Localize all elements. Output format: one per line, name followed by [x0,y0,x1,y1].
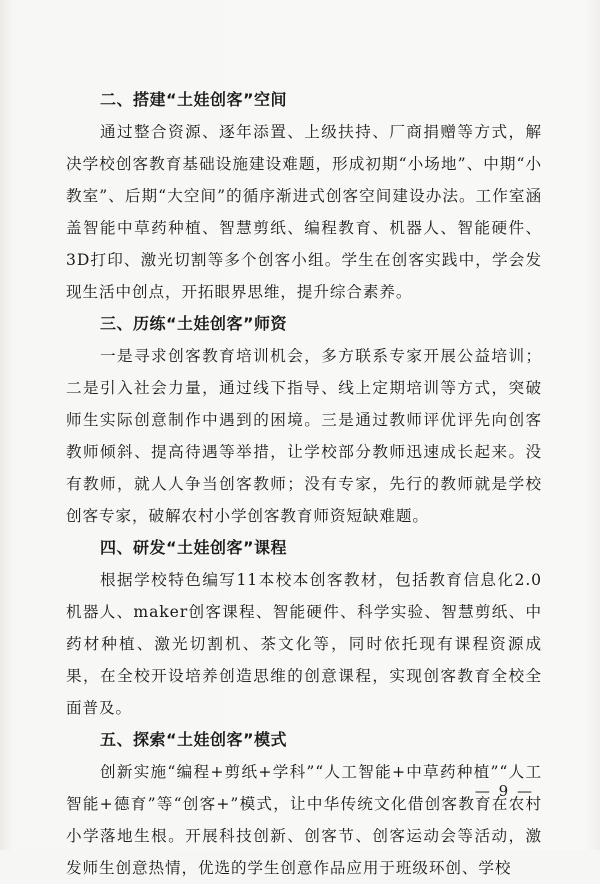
section-heading-2: 二、搭建“土娃创客”空间 [100,90,288,109]
page-number: — 9 — [474,782,534,800]
section-paragraph-2: 通过整合资源、逐年添置、上级扶持、厂商捐赠等方式，解决学校创客教育基础设施建设难题，形成初期“小场地”、中期“小教室”、后期“大空间”的循序渐进式创客空间建设办法。工作室涵盖智能中草药种植、智慧剪纸、编程教育、机器人、智能硬件、3D打印、激光切割等多个创客小组。学生在创客实践中，学会发现生活中创点，开拓眼界思维，提升综合素养。 [66,123,542,301]
section-heading-5: 五、探索“土娃创客”模式 [100,730,288,749]
document-body [66,84,542,884]
section-paragraph-4: 根据学校特色编写11本校本创客教材，包括教育信息化2.0机器人、maker创客课程、智能硬件、科学实验、智慧剪纸、中药材种植、激光切割机、茶文化等，同时依托现有课程资源成果，在全校开设培养创造思维的创意课程，实现创客教育全校全面普及。 [66,571,542,717]
section-heading-3: 三、历练“土娃创客”师资 [100,314,288,333]
section-paragraph-3: 一是寻求创客教育培训机会，多方联系专家开展公益培训；二是引入社会力量，通过线下指导、线上定期培训等方式，突破师生实际创意制作中遇到的困境。三是通过教师评优评先向创客教师倾斜、提高待遇等举措，让学校部分教师迅速成长起来。没有教师，就人人争当创客教师；没有专家，先行的教师就是学校创客专家，破解农村小学创客教育师资短缺难题。 [66,347,542,525]
section-paragraph-5: 创新实施“编程+剪纸+学科”“人工智能+中草药种植”“人工智能+德育”等“创客+”模式，让中华传统文化借创客教育在农村小学落地生根。开展科技创新、创客节、创客运动会等活动，激发师生创意热情，优选的学生创意作品应用于班级环创、学校 [66,763,542,877]
section-heading-4: 四、研发“土娃创客”课程 [100,538,288,557]
